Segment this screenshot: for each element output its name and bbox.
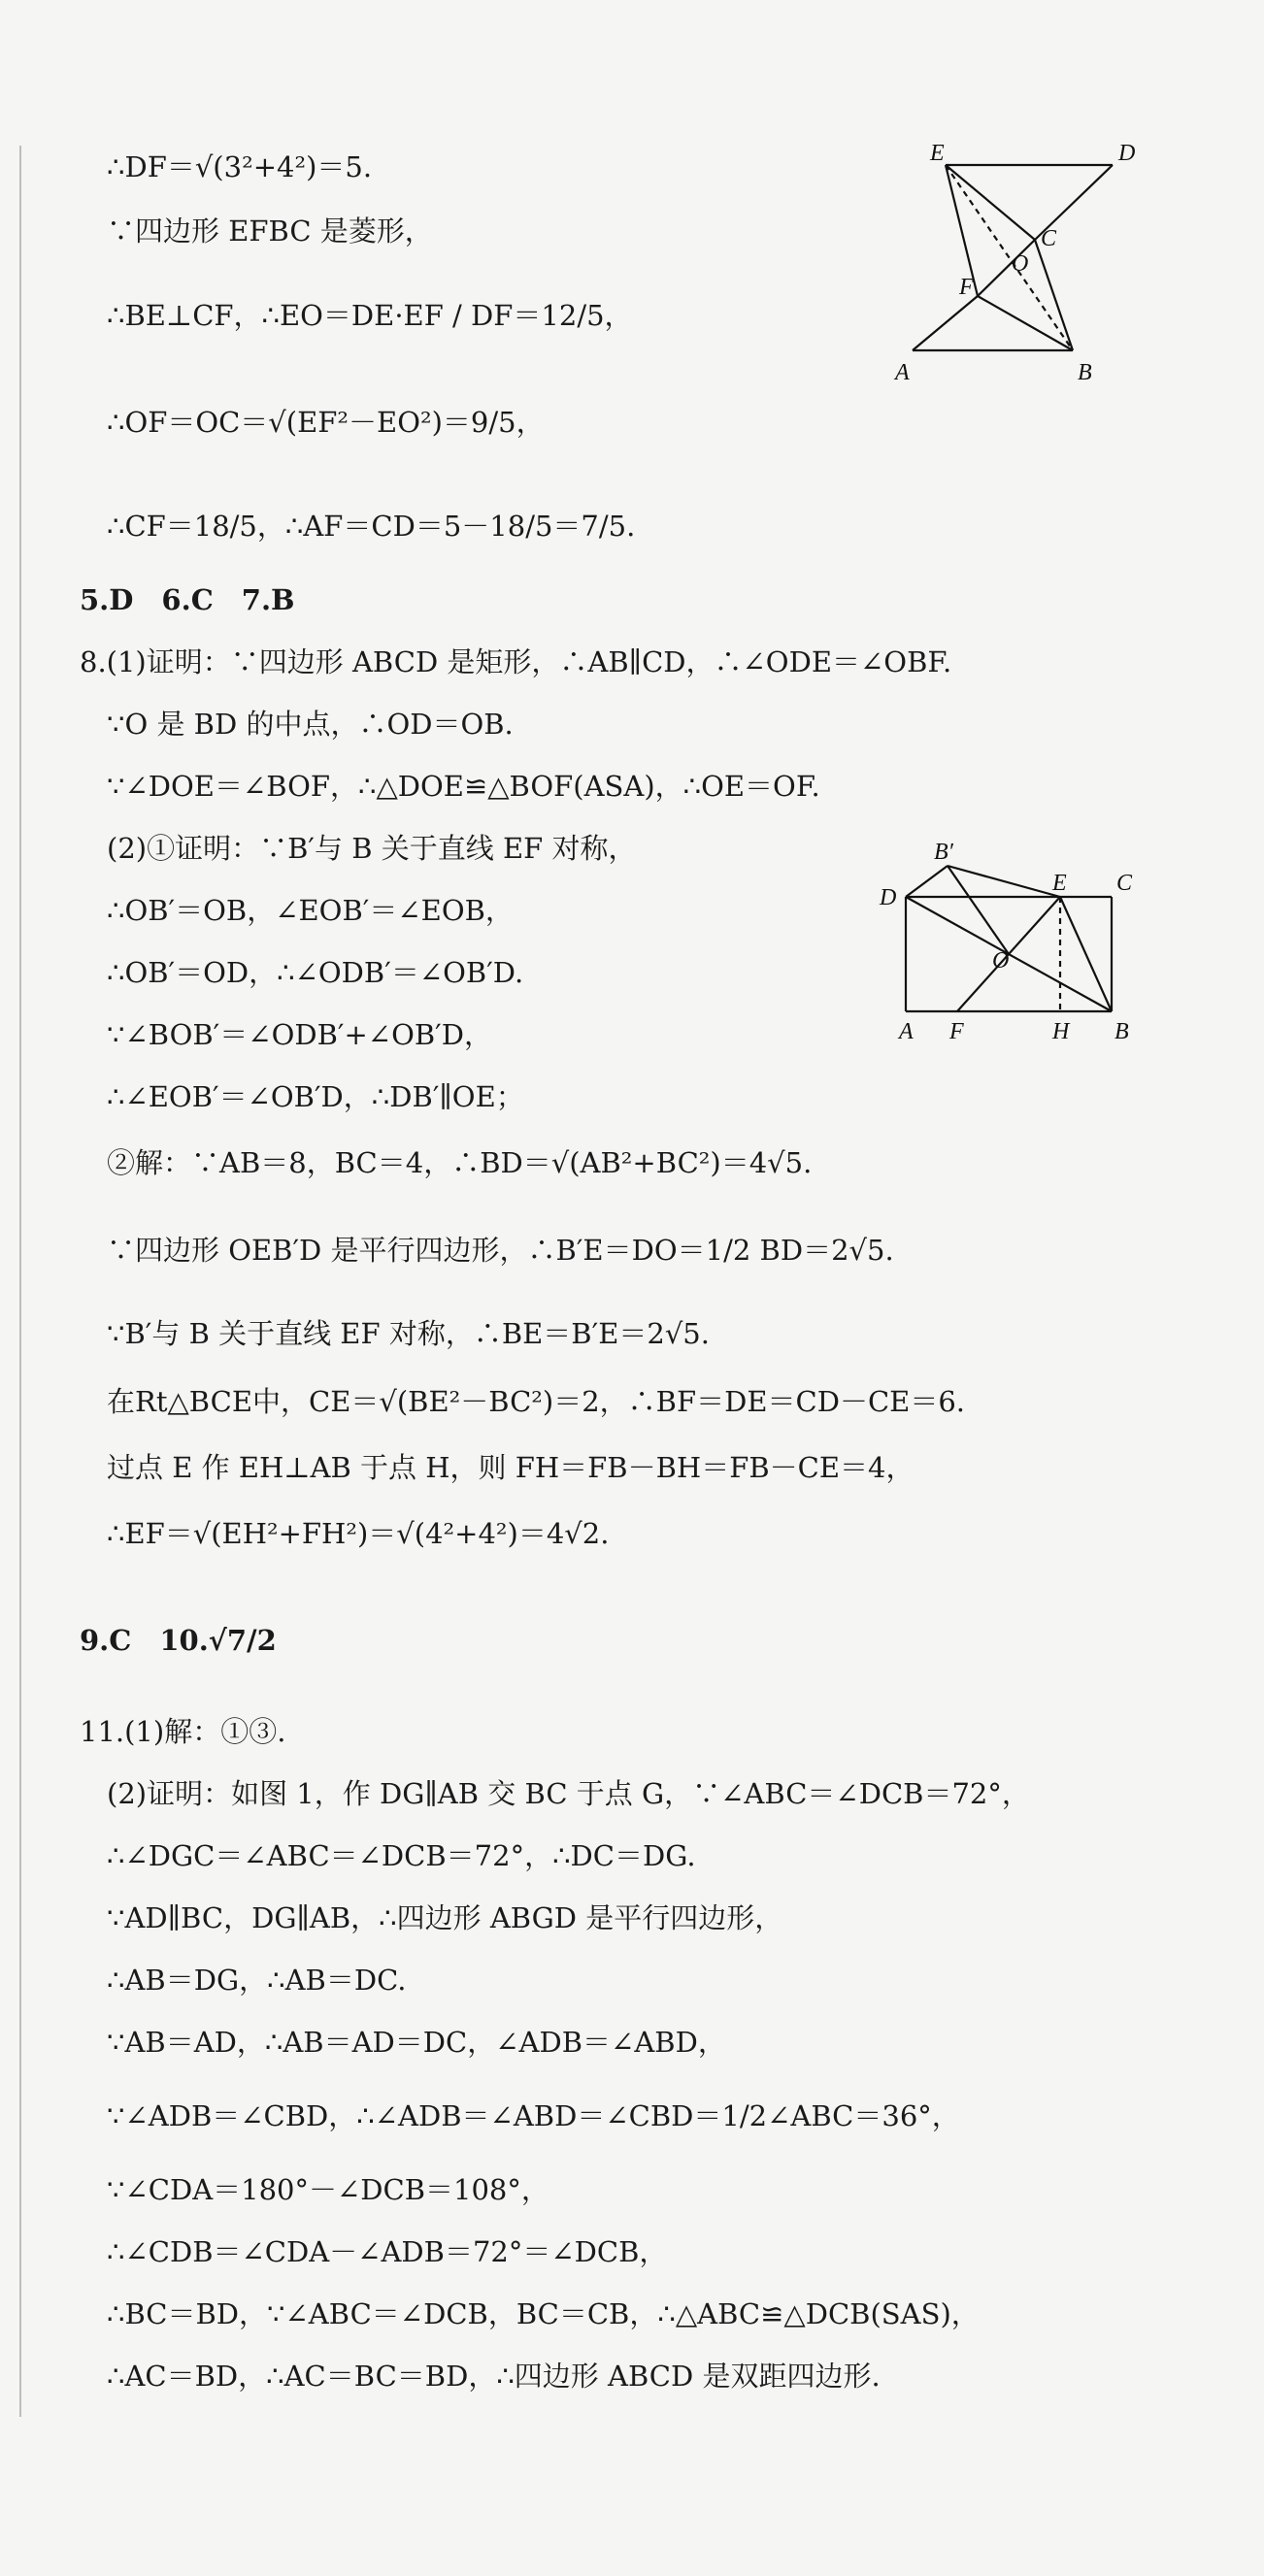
text-line: ∵B′与 B 关于直线 EF 对称，∴BE＝B′E＝2√5.: [107, 1317, 710, 1350]
text-line: ∴OB′＝OD，∴∠ODB′＝∠OB′D.: [107, 956, 524, 989]
label-F: F: [959, 275, 974, 300]
text-line: ∵∠CDA＝180°－∠DCB＝108°，: [107, 2173, 549, 2206]
text-line: 11.(1)解：①③.: [80, 1715, 286, 1748]
text-line: ∵∠ADB＝∠CBD，∴∠ADB＝∠ABD＝∠CBD＝1/2∠ABC＝36°，: [107, 2099, 960, 2132]
label-O: O: [1012, 251, 1029, 277]
text-line: 在Rt△BCE中，CE＝√(BE²－BC²)＝2，∴BF＝DE＝CD－CE＝6.: [107, 1385, 966, 1418]
segment-FB: [978, 296, 1073, 350]
label-A: A: [899, 1019, 914, 1044]
label-E: E: [1052, 871, 1067, 896]
segment-EB: [1060, 897, 1112, 1011]
text-line: (2)①证明：∵B′与 B 关于直线 EF 对称，: [107, 832, 637, 865]
text-line: ∴∠CDB＝∠CDA－∠ADB＝72°＝∠DCB，: [107, 2235, 668, 2268]
label-E: E: [930, 141, 945, 166]
text-line: 8.(1)证明：∵四边形 ABCD 是矩形，∴AB∥CD，∴∠ODE＝∠OBF.: [80, 645, 952, 678]
label-C: C: [1041, 226, 1057, 251]
label-O: O: [992, 948, 1010, 974]
label-B: B: [1114, 1019, 1129, 1044]
answer-line: 5.D 6.C 7.B: [80, 583, 295, 616]
segment-B-prime-E: [948, 866, 1060, 897]
text-line: ∴∠DGC＝∠ABC＝∠DCB＝72°，∴DC＝DG.: [107, 1839, 696, 1872]
text-line: ∵∠DOE＝∠BOF，∴△DOE≌△BOF(ASA)，∴OE＝OF.: [107, 770, 820, 803]
text-line: ∴EF＝√(EH²+FH²)＝√(4²+4²)＝4√2.: [107, 1517, 610, 1550]
label-H: H: [1052, 1019, 1070, 1044]
segment-DB-prime: [906, 866, 948, 897]
label-B-prime: B′: [934, 840, 953, 865]
label-D: D: [880, 885, 897, 910]
label-B: B: [1078, 360, 1092, 385]
text-line: ∴∠EOB′＝∠OB′D，∴DB′∥OE；: [107, 1080, 524, 1113]
figure-rectangle-fold: [854, 830, 1155, 1053]
text-line: ∵AD∥BC，DG∥AB，∴四边形 ABGD 是平行四边形，: [107, 1901, 783, 1934]
label-D: D: [1118, 141, 1136, 166]
text-line: ②解：∵AB＝8，BC＝4，∴BD＝√(AB²+BC²)＝4√5.: [107, 1146, 813, 1179]
text-line: (2)证明：如图 1，作 DG∥AB 交 BC 于点 G，∵∠ABC＝∠DCB＝72°，: [107, 1777, 1030, 1810]
segment-FA: [913, 296, 978, 350]
text-line: ∴AB＝DG，∴AB＝DC.: [107, 1964, 407, 1997]
text-line: ∵∠BOB′＝∠ODB′+∠OB′D，: [107, 1018, 493, 1051]
label-F: F: [949, 1019, 964, 1044]
label-A: A: [895, 360, 910, 385]
text-line: ∵四边形 EFBC 是菱形，: [107, 215, 433, 248]
segment-CB: [1035, 240, 1073, 350]
text-line: ∴BC＝BD，∵∠ABC＝∠DCB，BC＝CB，∴△ABC≌△DCB(SAS)，: [107, 2297, 980, 2330]
margin-line: [19, 146, 21, 2417]
text-line: ∴AC＝BD，∴AC＝BC＝BD，∴四边形 ABCD 是双距四边形.: [107, 2360, 881, 2393]
text-line: ∴BE⊥CF，∴EO＝DE·EF / DF＝12/5，: [107, 299, 633, 332]
label-C: C: [1116, 871, 1133, 896]
answer-line: 9.C 10.√7/2: [80, 1624, 277, 1657]
text-line: ∴OB′＝OB，∠EOB′＝∠EOB，: [107, 894, 514, 927]
text-line: ∴DF＝√(3²+4²)＝5.: [107, 150, 373, 183]
text-line: ∴OF＝OC＝√(EF²－EO²)＝9/5，: [107, 406, 545, 439]
text-line: ∵AB＝AD，∴AB＝AD＝DC，∠ADB＝∠ABD，: [107, 2026, 726, 2059]
text-line: ∵O 是 BD 的中点，∴OD＝OB.: [107, 708, 514, 741]
figure-rhombus: [874, 131, 1146, 398]
text-line: ∵四边形 OEB′D 是平行四边形，∴B′E＝DO＝1/2 BD＝2√5.: [107, 1234, 894, 1267]
text-line: 过点 E 作 EH⊥AB 于点 H，则 FH＝FB－BH＝FB－CE＝4，: [107, 1451, 915, 1484]
text-line: ∴CF＝18/5，∴AF＝CD＝5－18/5＝7/5.: [107, 510, 636, 543]
segment-EB-dashed: [946, 165, 1073, 350]
